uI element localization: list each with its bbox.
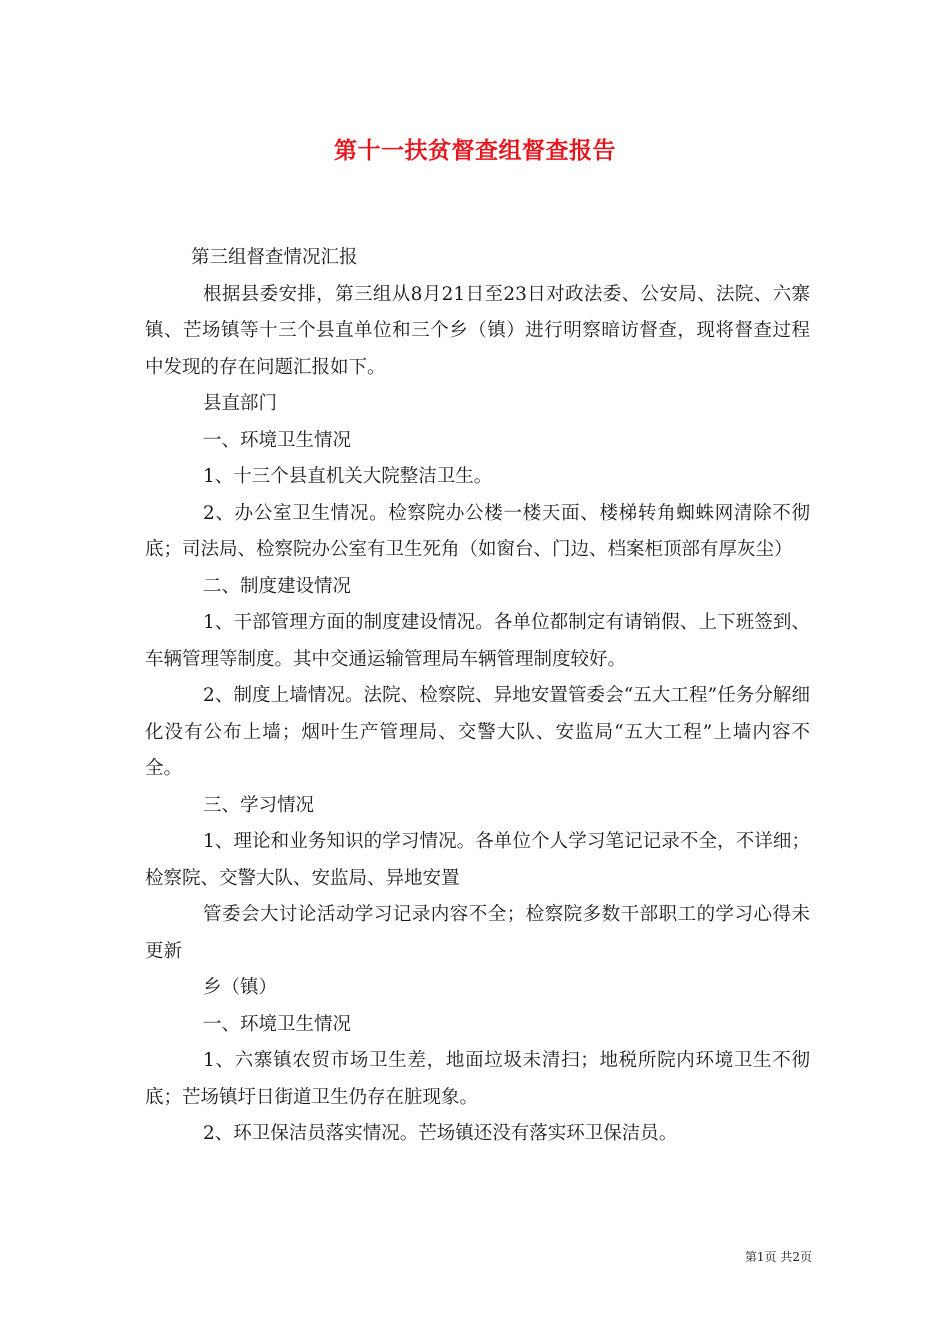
subtitle: 第三组督查情况汇报 bbox=[191, 247, 358, 268]
paragraph-township-2: 2、环卫保洁员落实情况。芒场镇还没有落实环卫保洁员。 bbox=[203, 1123, 678, 1144]
paragraph-study-2: 管委会大讨论活动学习记录内容不全；检察院多数干部职工的学习心得未更新 bbox=[145, 904, 810, 962]
intro-paragraph: 根据县委安排，第三组从8月21日至23日对政法委、公安局、法院、六寨镇、芒场镇等十三个县直单位和三个乡（镇）进行明察暗访督查，现将督查过程中发现的存在问题汇报如下。 bbox=[145, 283, 810, 378]
document-title: 第十一扶贫督查组督查报告 bbox=[334, 137, 616, 164]
paragraph-study-1: 1、理论和业务知识的学习情况。各单位个人学习笔记记录不全，不详细；检察院、交警大队、安监局、异地安置 bbox=[145, 831, 810, 889]
section-heading-system: 二、制度建设情况 bbox=[203, 575, 352, 597]
section-heading-township-environment: 一、环境卫生情况 bbox=[203, 1013, 352, 1035]
paragraph-system-1: 1、干部管理方面的制度建设情况。各单位都制定有请销假、上下班签到、车辆管理等制度。其中交通运输管理局车辆管理制度较好。 bbox=[145, 612, 810, 670]
section-heading-township: 乡（镇） bbox=[203, 977, 278, 998]
section-heading-study: 三、学习情况 bbox=[203, 794, 315, 816]
section-heading-environment: 一、环境卫生情况 bbox=[203, 429, 352, 451]
paragraph-environment-1: 1、十三个县直机关大院整洁卫生。 bbox=[203, 466, 493, 487]
section-heading-county: 县直部门 bbox=[203, 393, 278, 414]
document-body bbox=[145, 240, 810, 1153]
paragraph-system-2: 2、制度上墙情况。法院、检察院、异地安置管委会“五大工程”任务分解细化没有公布上墙；烟叶生产管理局、交警大队、安监局“五大工程”上墙内容不全。 bbox=[145, 685, 810, 779]
paragraph-environment-2: 2、办公室卫生情况。检察院办公楼一楼天面、楼梯转角蜘蛛网清除不彻底；司法局、检察院办公室有卫生死角（如窗台、门边、档案柜顶部有厚灰尘） bbox=[145, 502, 810, 560]
paragraph-township-1: 1、六寨镇农贸市场卫生差，地面垃圾未清扫；地税所院内环境卫生不彻底；芒场镇圩日街道卫生仍存在脏现象。 bbox=[145, 1050, 810, 1108]
page-footer: 第1页 共2页 bbox=[744, 1250, 812, 1264]
